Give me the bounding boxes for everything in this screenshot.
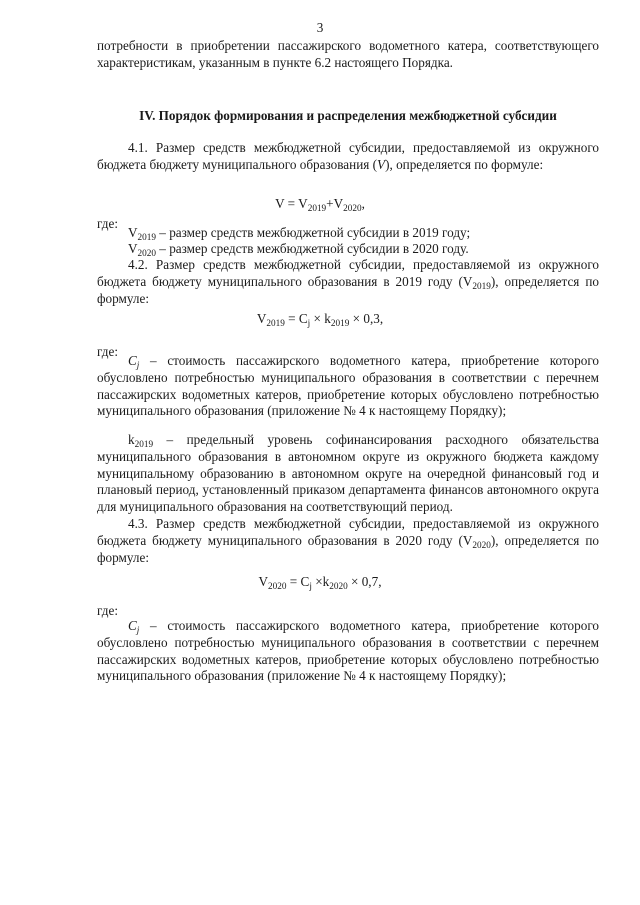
definition-cj-2019: $C_j$ – стоимость пассажирского водометного катера, приобретение которого обусловлено потребностью муниципального образования в соответствии с перечнем пассажирских водометных катеров, приобретение которых обусловлено потребностью муниципального образования (приложение № 4 к настоящему Порядку); — [97, 353, 599, 419]
paragraph-4-1: 4.1. Размер средств межбюджетной субсидии, предоставляемой из окружного бюджета бюджету муниципального образования (V), определяется по формуле: — [97, 140, 599, 172]
where-label-2: где: — [97, 344, 118, 359]
paragraph-4-2: 4.2. Размер средств межбюджетной субсидии, предоставляемой из окружного бюджета бюджету муниципального образования в 2019 году $(V_{2019})$, определяется по формуле: — [97, 257, 599, 306]
definition-v2019: $V_{2019}$ – размер средств межбюджетной субсидии в 2019 году; — [128, 225, 471, 242]
where-label-1: где: — [97, 216, 118, 231]
section-heading: IV. Порядок формирования и распределения межбюджетной субсидии — [139, 108, 557, 123]
intro-paragraph: потребности в приобретении пассажирского водометного катера, соответствующего характеристикам, указанным в пункте 6.2 настоящего Порядка. — [97, 38, 599, 70]
paragraph-4-3: 4.3. Размер средств межбюджетной субсидии, предоставляемой из окружного бюджета бюджету муниципального образования в 2020 году $(V_{2020})$, определяется по формуле: — [97, 516, 599, 565]
page-number: 3 — [316, 20, 324, 35]
definition-cj-2020: $C_j$ – стоимость пассажирского водометного катера, приобретение которого обусловлено потребностью муниципального образования в соответствии с перечнем пассажирских водометных катеров, приобретение которых обусловлено потребностью муниципального образования (приложение № 4 к настоящему Порядку); — [97, 618, 599, 684]
formula-2020: $V_{2020} = C_j \times k_{2020} \times 0,7$, — [258, 574, 382, 591]
formula-total: $V = V_{2019}+V_{2020}$, — [275, 196, 365, 213]
definition-k2019: $k_{2019}$ – предельный уровень софинансирования расходного обязательства муниципального образования в автономном округе из окружного бюджета каждому муниципальному образованию в автономном округе на очередной финансовый год и плановый период, установленный приказом департамента финансов автономного округа для муниципального образования на соответствующий период. — [97, 432, 599, 515]
where-label-3: где: — [97, 603, 118, 618]
definition-v2020: $V_{2020}$ – размер средств межбюджетной субсидии в 2020 году. — [128, 241, 469, 258]
formula-2019: $V_{2019} = C_j \times k_{2019} \times 0,3$, — [256, 311, 384, 328]
